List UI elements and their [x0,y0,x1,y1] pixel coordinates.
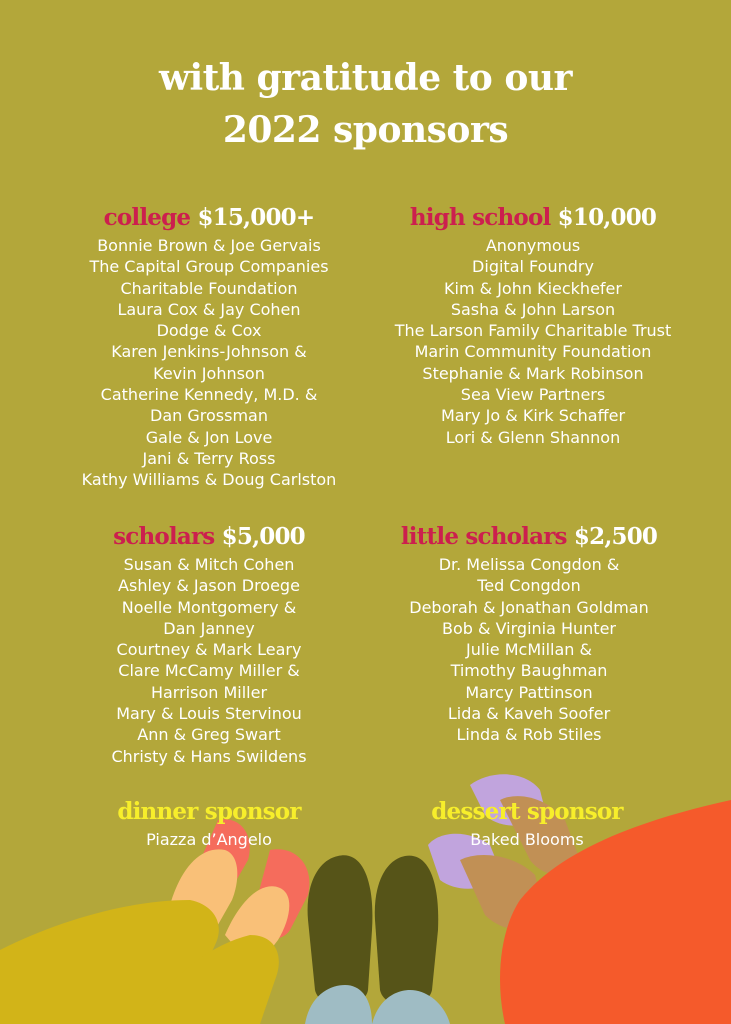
page-title-line2: 2022 sponsors [222,109,509,151]
little-scholars-amount: $2,500 [573,523,658,550]
sponsor-name: Timothy Baughman [450,661,608,681]
scholars-tier-label: scholars [113,523,215,550]
sponsor-name: Ann & Greg Swart [137,725,281,745]
sponsor-name: Julie McMillan & [466,640,592,660]
scholars-heading [48,522,370,552]
sponsor-name: Dr. Melissa Congdon & [438,555,620,574]
sponsor-name: Stephanie & Mark Robinson [422,363,644,383]
sponsor-name: Ted Congdon [477,576,581,596]
college-tier-label: college [103,204,191,231]
sponsor-name: Kathy Williams & Doug Carlston [81,470,337,490]
sponsor-name: Mary & Louis Stervinou [116,704,302,724]
sponsor-name: Sasha & John Larson [450,299,616,319]
dinner-sponsor-section [48,797,370,850]
college-section [48,203,370,491]
little-scholars-section [370,522,688,746]
high-school-section [370,203,696,448]
sponsor-name: Linda & Rob Stiles [456,725,602,745]
sponsor-name: Bonnie Brown & Joe Gervais [97,236,321,255]
sponsor-name: Dan Janney [163,618,255,638]
little-scholars-tier-label: little scholars [400,523,567,550]
college-names [48,235,370,491]
sponsor-name: Susan & Mitch Cohen [123,555,295,574]
college-amount: $15,000+ [197,204,315,231]
scholars-amount: $5,000 [221,523,305,550]
high-school-heading [370,203,696,233]
sponsor-name: Laura Cox & Jay Cohen [117,299,301,319]
sponsor-name: Gale & Jon Love [145,427,273,447]
high-school-amount: $10,000 [557,204,657,231]
sponsor-name: Lori & Glenn Shannon [445,427,621,447]
sponsor-name: Piazza d’Angelo [146,830,272,849]
sponsor-name: Courtney & Mark Leary [116,640,302,660]
sponsor-name: Kim & John Kieckhefer [444,278,622,298]
high-school-names [370,235,696,448]
dessert-sponsor-heading: dessert sponsor [431,798,623,825]
sponsor-name: Christy & Hans Swildens [111,746,307,766]
sponsor-name: Jani & Terry Ross [142,448,276,468]
sponsor-name: The Larson Family Charitable Trust [394,321,672,341]
college-heading [48,203,370,233]
sponsor-name: Clare McCamy Miller & [118,661,300,681]
dessert-sponsor-section [358,797,696,850]
sponsor-name: Anonymous [485,236,581,255]
sponsor-name: Kevin Johnson [153,363,265,383]
little-scholars-heading [370,522,688,552]
page-title-line1: with gratitude to our [158,57,572,99]
dinner-sponsor-heading: dinner sponsor [117,798,301,825]
dessert-sponsor-names [358,829,696,850]
sponsor-name: Ashley & Jason Droege [118,576,300,596]
sponsor-name: Karen Jenkins-Johnson & [111,342,307,362]
sponsor-name: Dodge & Cox [156,321,262,341]
middle-person-feet [305,855,450,1024]
sponsor-name: Dan Grossman [150,406,268,426]
sponsor-name: Catherine Kennedy, M.D. & [100,385,318,405]
sponsor-name: Harrison Miller [150,682,268,702]
dinner-sponsor-names [48,829,370,850]
sponsor-name: Mary Jo & Kirk Schaffer [440,406,626,426]
sponsor-name: Bob & Virginia Hunter [442,618,616,638]
little-scholars-names [370,554,688,746]
scholars-section [48,522,370,767]
sponsor-name: Digital Foundry [472,257,594,277]
scholars-names [48,554,370,767]
sponsor-name: Noelle Montgomery & [121,597,297,617]
sponsor-name: Sea View Partners [460,385,606,405]
sponsor-name: Deborah & Jonathan Goldman [409,597,649,617]
sponsor-name: Baked Blooms [470,830,584,849]
sponsor-name: Lida & Kaveh Soofer [447,704,611,724]
sponsor-name: Marin Community Foundation [414,342,652,362]
sponsor-name: Marcy Pattinson [465,682,593,702]
sponsor-name: Charitable Foundation [120,278,298,298]
sponsor-name: The Capital Group Companies [89,257,329,277]
high-school-tier-label: high school [409,204,551,231]
